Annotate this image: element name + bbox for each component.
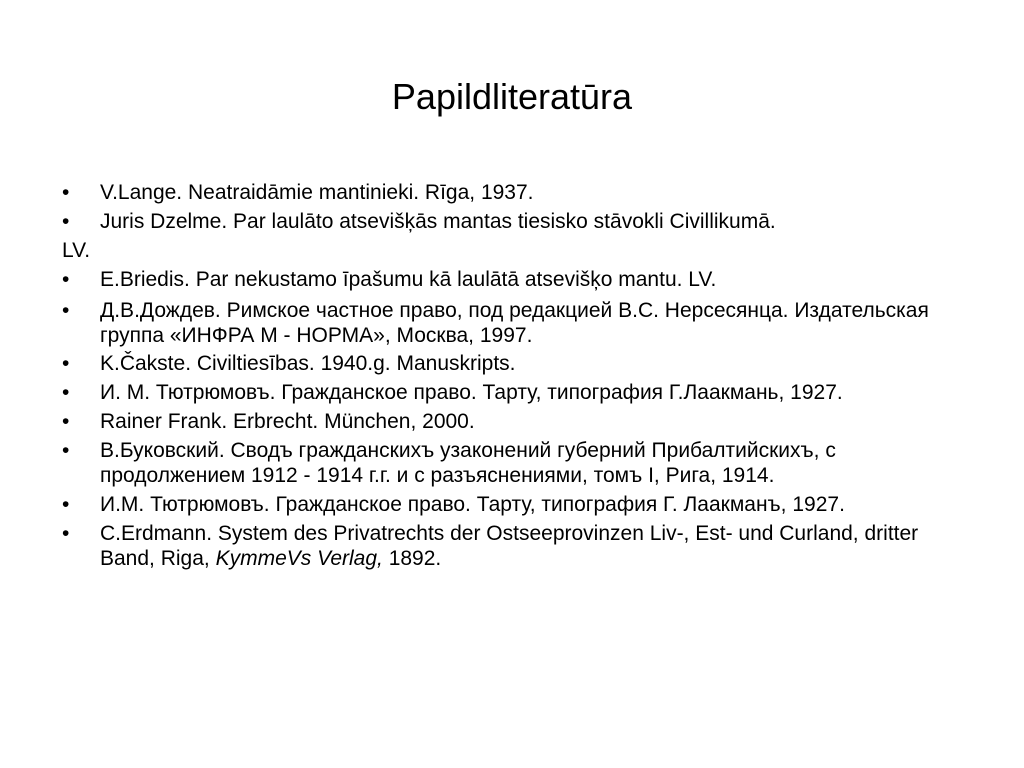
bullet-icon: •	[62, 352, 70, 375]
bullet-icon: •	[62, 493, 70, 516]
list-item	[62, 238, 962, 263]
reference-text: V.Lange. Neatraidāmie mantinieki. Rīga, 1937.	[100, 181, 534, 204]
list-item	[62, 267, 962, 292]
bullet-icon: •	[62, 381, 70, 404]
slide-title: Papildliteratūra	[391, 76, 633, 117]
reference-text: И.М. Тютрюмовъ. Гражданское право. Тарту, типография Г. Лаакманъ, 1927.	[100, 493, 845, 516]
bullet-icon: •	[62, 210, 70, 233]
list-item	[62, 521, 962, 571]
reference-text-year: 1892.	[382, 547, 442, 570]
reference-text	[100, 522, 918, 570]
list-item	[62, 298, 962, 348]
bullet-icon: •	[62, 522, 70, 545]
reference-text: Д.В.Дождев. Римское частное право, под редакцией В.С. Нерсесянца. Издательская группа «ИНФРА М - НОРМА», Москва, 1997.	[100, 299, 929, 347]
reference-list	[62, 180, 962, 575]
publisher-italic: KymmeVs Verlag,	[215, 547, 383, 570]
list-item	[62, 438, 962, 488]
list-item	[62, 492, 962, 517]
list-item	[62, 380, 962, 405]
reference-text: Juris Dzelme. Par laulāto atsevišķās mantas tiesisko stāvokli Civillikumā.	[100, 210, 776, 233]
bullet-icon: •	[62, 268, 70, 291]
reference-text: E.Briedis. Par nekustamo īpašumu kā laulātā atsevišķo mantu. LV.	[100, 268, 717, 291]
reference-text: LV.	[62, 239, 91, 262]
bullet-icon: •	[62, 181, 70, 204]
list-item	[62, 409, 962, 434]
reference-text: И. М. Тютрюмовъ. Гражданское право. Тарту, типография Г.Лаакмань, 1927.	[100, 381, 843, 404]
reference-text-main: C.Erdmann. System des Privatrechts der Ostseeprovinzen Liv-, Est- und Curland, dritter Band, Riga,	[100, 522, 919, 570]
bullet-icon: •	[62, 439, 70, 462]
reference-text: В.Буковский. Сводъ гражданскихъ узаконений губерний Прибалтийскихъ, с продолжением 1912 - 1914 г.г. и с разъяснениями, томъ I, Рига, 1914.	[100, 439, 836, 487]
reference-text: Rainer Frank. Erbrecht. München, 2000.	[100, 410, 475, 433]
list-item	[62, 209, 962, 234]
bullet-icon: •	[62, 299, 70, 322]
list-item	[62, 351, 962, 376]
bullet-icon: •	[62, 410, 70, 433]
list-item	[62, 180, 962, 205]
reference-text: K.Čakste. Civiltiesības. 1940.g. Manuskripts.	[100, 352, 516, 375]
